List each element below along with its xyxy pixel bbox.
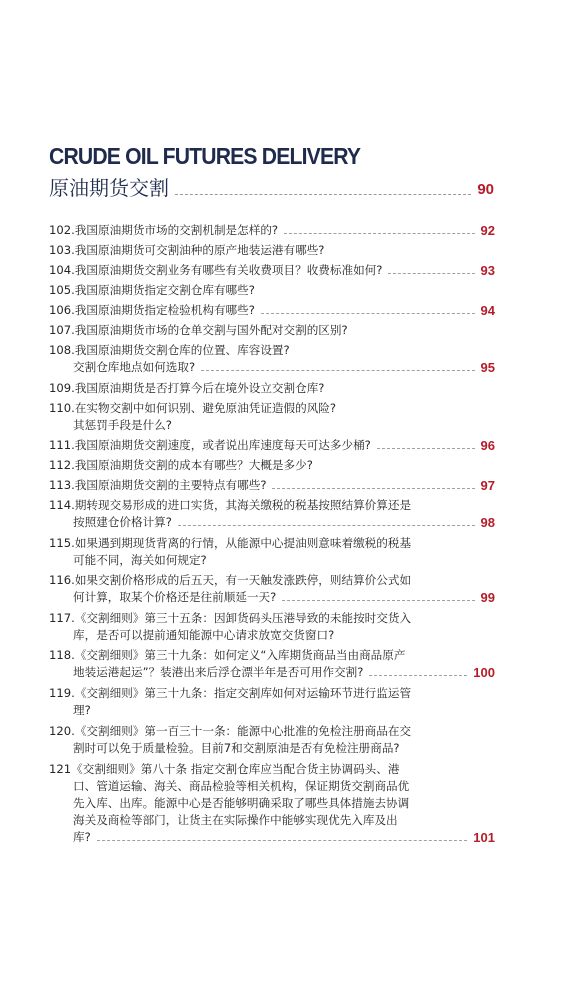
toc-entry-number: 103.: [49, 243, 75, 257]
toc-entry[interactable]: [49, 400, 495, 434]
toc-page-number: 96: [480, 438, 495, 453]
toc-entry-line: [49, 242, 495, 259]
toc-entry-line: [49, 222, 495, 239]
toc-entry-text: 我国原油期货市场的仓单交割与国外配对交割的区别?: [74, 323, 348, 337]
toc-entry[interactable]: [49, 723, 495, 757]
toc-entry-line: [49, 812, 495, 829]
toc-entry-text: 《交割细则》第一百三十一条：能源中心批准的免检注册商品在交: [74, 724, 412, 738]
toc-entry-line: [49, 627, 495, 644]
toc-entry-list: [49, 219, 495, 849]
dotted-leader: [272, 488, 474, 489]
dotted-leader: [97, 840, 468, 841]
toc-page-number: 98: [480, 515, 495, 530]
toc-entry-text: 我国原油期货指定检验机构有哪些?: [74, 303, 255, 317]
toc-entry-line: [49, 535, 495, 552]
toc-entry-line: [49, 322, 495, 339]
dotted-leader: [284, 233, 474, 234]
toc-entry-text: 《交割细则》第三十九条：如何定义“入库期货商品当由商品原产: [74, 648, 406, 662]
toc-entry-line: [49, 437, 495, 454]
section-page-number: 90: [477, 181, 494, 198]
toc-entry-text: 库，是否可以提前通知能源中心请求放宽交货窗口?: [73, 628, 335, 642]
toc-entry-text: 期转现交易形成的进口实货，其海关缴税的税基按照结算价算还是: [74, 498, 412, 512]
toc-entry-text: 先入库、出库。能源中心是否能够明确采取了哪些具体措施去协调: [73, 796, 410, 810]
toc-entry-text: 我国原油期货交割的成本有哪些？大概是多少?: [74, 458, 313, 472]
toc-entry-text: 《交割细则》第三十九条：指定交割库如何对运输环节进行监运管: [74, 686, 412, 700]
toc-entry-number: 114.: [49, 498, 75, 512]
toc-entry[interactable]: [49, 302, 495, 319]
toc-entry[interactable]: [49, 497, 495, 531]
toc-entry-number: 116.: [49, 573, 75, 587]
toc-entry-text: 《交割细则》第三十五条：因卸货码头压港导致的未能按时交货入: [74, 611, 412, 625]
toc-entry-number: 104.: [49, 263, 75, 277]
toc-entry-line: [49, 262, 495, 279]
dotted-leader: [377, 448, 475, 449]
section-heading-row: [49, 171, 494, 201]
section-title-chinese: 原油期货交割: [49, 176, 169, 200]
toc-page-number: 93: [480, 263, 495, 278]
toc-entry-number: 110.: [49, 401, 75, 415]
toc-page-number: 100: [473, 665, 495, 680]
toc-entry-line: [49, 829, 495, 846]
toc-entry-line: [49, 702, 495, 719]
toc-entry-text: 按照建仓价格计算?: [73, 515, 172, 529]
toc-entry-line: [49, 723, 495, 740]
toc-entry[interactable]: [49, 342, 495, 376]
toc-entry-number: 106.: [49, 303, 75, 317]
toc-entry-line: [49, 359, 495, 376]
toc-entry-line: [49, 778, 495, 795]
toc-entry[interactable]: [49, 457, 495, 474]
toc-entry-text: 在实物交割中如何识别、避免原油凭证造假的风险?: [74, 401, 337, 415]
toc-entry-line: [49, 457, 495, 474]
toc-entry-text: 海关及商检等部门，让货主在实际操作中能够实现优先入库及出: [73, 813, 398, 827]
toc-entry-number: 120.: [49, 724, 75, 738]
toc-entry-text: 我国原油期货是否打算今后在境外设立交割仓库?: [74, 381, 325, 395]
toc-entry[interactable]: [49, 477, 495, 494]
section-title-english: CRUDE OIL FUTURES DELIVERY: [49, 143, 361, 169]
toc-entry-number: 115.: [49, 536, 75, 550]
toc-entry-line: [49, 664, 495, 681]
toc-entry-line: [49, 282, 495, 299]
toc-entry[interactable]: [49, 322, 495, 339]
toc-entry-line: [49, 589, 495, 606]
toc-entry[interactable]: [49, 685, 495, 719]
dotted-leader: [178, 525, 475, 526]
toc-entry-line: [49, 761, 495, 778]
toc-entry-line: [49, 342, 495, 359]
toc-entry-number: 111.: [49, 438, 75, 452]
toc-entry[interactable]: [49, 535, 495, 569]
toc-entry-text: 《交割细则》第八十条 指定交割仓库应当配合货主协调码头、港: [71, 762, 400, 776]
toc-entry-line: [49, 795, 495, 812]
toc-entry-number: 119.: [49, 686, 75, 700]
toc-entry-number: 118.: [49, 648, 75, 662]
dotted-leader: [261, 313, 475, 314]
dotted-leader: [369, 675, 467, 676]
toc-entry-text: 如果遇到期现货背离的行情，从能源中心提油则意味着缴税的税基: [74, 536, 412, 550]
toc-entry-text: 何计算，取某个价格还是往前顺延一天?: [73, 590, 277, 604]
toc-entry-line: [49, 552, 495, 569]
toc-entry-text: 口、管道运输、海关、商品检验等相关机构，保证期货交割商品优: [73, 779, 410, 793]
dotted-leader: [282, 600, 474, 601]
toc-entry-text: 其惩罚手段是什么?: [73, 418, 172, 432]
toc-entry-text: 地装运港起运”？装港出来后浮仓漂半年是否可用作交割?: [73, 665, 364, 679]
toc-entry-number: 109.: [49, 381, 75, 395]
toc-entry-line: [49, 647, 495, 664]
toc-entry-number: 112.: [49, 458, 75, 472]
toc-entry-text: 我国原油期货交割速度，或者说出库速度每天可达多少桶?: [74, 438, 371, 452]
dotted-leader: [388, 273, 474, 274]
toc-entry-line: [49, 685, 495, 702]
toc-entry[interactable]: [49, 647, 495, 681]
dotted-leader: [201, 370, 474, 371]
toc-entry-line: [49, 417, 495, 434]
toc-page-number: 95: [480, 360, 495, 375]
toc-entry-text: 我国原油期货可交割油种的原产地装运港有哪些?: [74, 243, 325, 257]
toc-entry[interactable]: [49, 437, 495, 454]
toc-entry-number: 107.: [49, 323, 75, 337]
toc-entry-number: 113.: [49, 478, 75, 492]
toc-entry-line: [49, 302, 495, 319]
toc-entry-line: [49, 740, 495, 757]
toc-page-number: 101: [473, 830, 495, 845]
toc-page-number: 97: [480, 478, 495, 493]
toc-entry[interactable]: [49, 572, 495, 606]
toc-entry-text: 如果交割价格形成的后五天，有一天触发涨跌停，则结算价公式如: [74, 573, 412, 587]
toc-entry-line: [49, 610, 495, 627]
toc-page-number: 99: [480, 590, 495, 605]
toc-entry[interactable]: [49, 761, 495, 846]
toc-entry-number: 117.: [49, 611, 75, 625]
toc-entry[interactable]: [49, 610, 495, 644]
toc-entry-line: [49, 497, 495, 514]
toc-entry-line: [49, 380, 495, 397]
toc-entry-number: 105.: [49, 283, 75, 297]
toc-entry-text: 割时可以免于质量检验。目前7和交割原油是否有免检注册商品?: [73, 741, 400, 755]
toc-entry[interactable]: [49, 380, 495, 397]
toc-entry[interactable]: [49, 262, 495, 279]
toc-entry-line: [49, 477, 495, 494]
toc-entry[interactable]: [49, 222, 495, 239]
toc-entry-line: [49, 400, 495, 417]
toc-entry-text: 库?: [73, 830, 91, 844]
toc-entry-text: 我国原油期货市场的交割机制是怎样的?: [74, 223, 279, 237]
toc-entry-text: 我国原油期货交割的主要特点有哪些?: [74, 478, 267, 492]
toc-entry-text: 我国原油期货交割业务有哪些有关收费项目？收费标准如何?: [74, 263, 383, 277]
toc-page-number: 94: [480, 303, 495, 318]
toc-entry-line: [49, 572, 495, 589]
toc-entry-number: 108.: [49, 343, 75, 357]
toc-entry-text: 理?: [73, 703, 91, 717]
toc-entry[interactable]: [49, 282, 495, 299]
toc-entry-line: [49, 514, 495, 531]
toc-entry-text: 我国原油期货交割仓库的位置、库容设置?: [74, 343, 290, 357]
toc-entry-number: 121: [49, 762, 72, 776]
toc-entry-number: 102.: [49, 223, 75, 237]
toc-entry-text: 可能不同，海关如何规定?: [73, 553, 207, 567]
toc-page-number: 92: [480, 223, 495, 238]
toc-entry-text: 我国原油期货指定交割仓库有哪些?: [74, 283, 255, 297]
dotted-leader: [175, 194, 471, 195]
toc-entry-text: 交割仓库地点如何选取?: [73, 360, 196, 374]
toc-entry[interactable]: [49, 242, 495, 259]
